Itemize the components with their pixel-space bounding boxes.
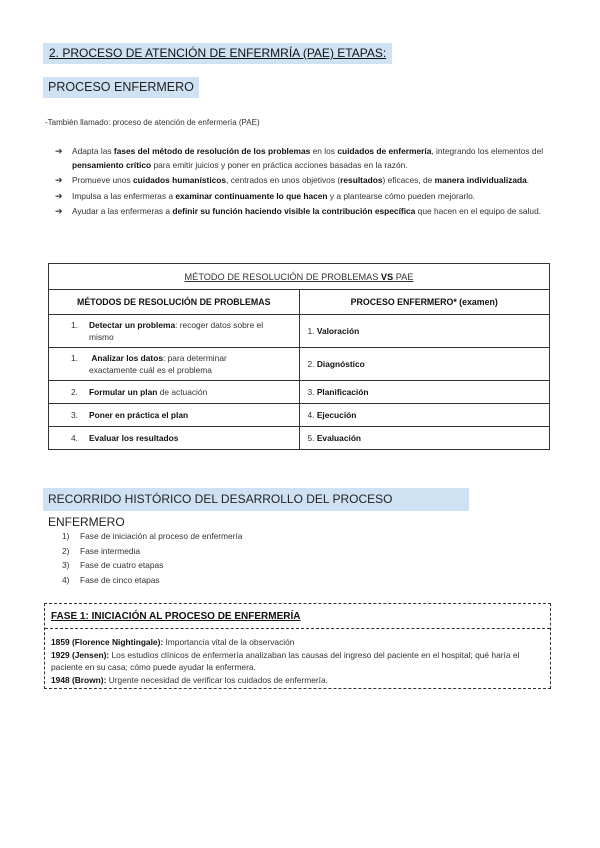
table-cell: 1. Detectar un problema: recoger datos sobre el mismo xyxy=(49,315,300,348)
table-cell: 2. Diagnóstico xyxy=(299,348,550,381)
bullet-item: ➔ Impulsa a las enfermeras a examinar continuamente lo que hacen y a plantearse cómo pueden mejorarlo. xyxy=(55,190,555,204)
table-cell: 1. Valoración xyxy=(299,315,550,348)
arrow-icon: ➔ xyxy=(55,146,63,156)
also-called-text: -También llamado: proceso de atención de enfermería (PAE) xyxy=(45,118,260,127)
list-item: 4) Fase de cinco etapas xyxy=(62,574,160,585)
table-row xyxy=(49,381,550,404)
phases-list xyxy=(62,529,242,587)
bullet-list xyxy=(55,145,555,221)
arrow-icon: ➔ xyxy=(55,190,63,201)
fase1-box xyxy=(44,603,551,689)
table-cell: 3. Planificación xyxy=(299,381,550,404)
bullet-item: ➔ Ayudar a las enfermeras a definir su función haciendo visible la contribución específica que hacen en el equipo de salud. xyxy=(55,205,555,219)
table-cell: 5. Evaluación xyxy=(299,427,550,450)
fase1-lines xyxy=(51,636,544,686)
comparison-table xyxy=(48,263,550,450)
table-caption: MÉTODO DE RESOLUCIÓN DE PROBLEMAS VS PAE xyxy=(49,264,550,290)
table-header-proceso: PROCESO ENFERMERO* (examen) xyxy=(299,290,550,315)
page-title: 2. PROCESO DE ATENCIÓN DE ENFERMRÍA (PAE) ETAPAS: xyxy=(43,43,392,64)
table-cell: 3. Poner en práctica el plan xyxy=(49,404,300,427)
bullet-item: ➔ Adapta las fases del método de resolución de los problemas en los cuidados de enfermería, integrando los elementos del pensamiento crítico para emitir juicios y poner en práctica acciones basadas en la razón. xyxy=(55,146,544,170)
fase1-line: 1929 (Jensen): Los estudios clínicos de enfermería analizaban las causas del ingreso del paciente en el hospital; qué haría el paciente en su casa; cómo puede ayudar la enfermera. xyxy=(51,649,520,673)
list-item: 2) Fase intermedia xyxy=(62,545,141,556)
table-cell: 1. Analizar los datos: para determinar exactamente cuál es el problema xyxy=(49,348,300,381)
section-heading-proceso-enfermero: PROCESO ENFERMERO xyxy=(43,77,199,98)
bullet-item: ➔ Promueve unos cuidados humanísticos, centrados en unos objetivos (resultados) eficaces, de manera individualizada. xyxy=(55,174,555,188)
table-cell: 2. Formular un plan de actuación xyxy=(49,381,300,404)
table-row xyxy=(49,315,550,348)
arrow-icon: ➔ xyxy=(55,175,63,186)
list-item: 1) Fase de iniciación al proceso de enfermería xyxy=(62,531,243,541)
table-cell: 4. Evaluar los resultados xyxy=(49,427,300,450)
table-row xyxy=(49,348,550,381)
fase1-line: 1948 (Brown): Urgente necesidad de verificar los cuidados de enfermería. xyxy=(51,674,328,685)
list-item: 3) Fase de cuatro etapas xyxy=(62,560,164,570)
table-cell: 4. Ejecución xyxy=(299,404,550,427)
fase1-title: FASE 1: INICIACIÓN AL PROCESO DE ENFERMERÍA xyxy=(45,604,550,629)
table-row xyxy=(49,427,550,450)
table-row xyxy=(49,404,550,427)
table-header-methods: MÉTODOS DE RESOLUCIÓN DE PROBLEMAS xyxy=(49,290,300,315)
arrow-icon: ➔ xyxy=(55,206,63,217)
fase1-line: 1859 (Florence Nightingale): Importancia vital de la observación xyxy=(51,637,295,647)
section-heading-recorrido: RECORRIDO HISTÓRICO DEL DESARROLLO DEL PROCESO ENFERMERO xyxy=(43,488,469,511)
